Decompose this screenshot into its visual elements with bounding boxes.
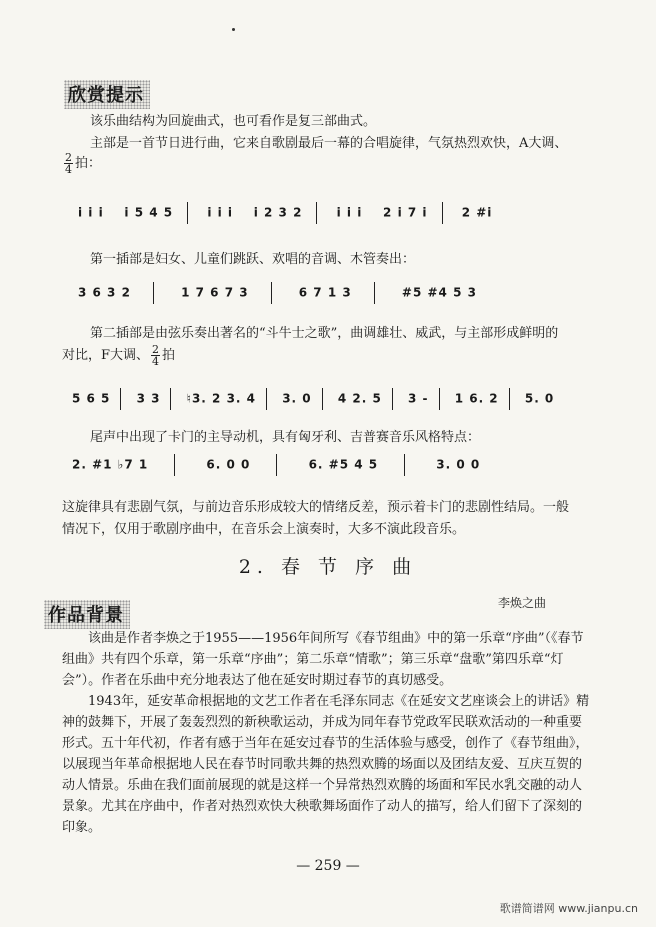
- notation-group: 3. 0: [282, 391, 312, 406]
- episode2-text-a: 对比，F大调、: [62, 348, 150, 363]
- notation-group: 5. 0: [524, 391, 555, 406]
- notation-group: i i i: [207, 205, 234, 220]
- notation-line-1: [78, 202, 492, 224]
- composer: 李焕之曲: [498, 596, 547, 610]
- notation-group: 3 6 3 2: [78, 285, 131, 300]
- notation-group: 1 6. 2: [454, 391, 499, 406]
- notation-group: 5 6 5: [72, 391, 111, 406]
- background-paragraph-1: 该曲是作者李焕之于1955——1956年间所写《春节组曲》中的第一乐章“序曲”（《春节组曲》共有四个乐章，第一乐章“序曲”；第二乐章“情歌”；第三乐章“盘歌”第四乐章“灯会”）。作者在乐曲中充分地表达了他在延安时期过春节的真切感受。: [62, 631, 584, 688]
- notation-group: 2. #1 ♭7 1: [72, 457, 149, 472]
- notation-group: #5 #4 5 3: [401, 285, 477, 300]
- appreciation-line-1: 该乐曲结构为回旋曲式，也可看作是复三部曲式。: [90, 114, 377, 129]
- notation-group: 6. 0 0: [206, 457, 251, 472]
- notation-line-3: [72, 388, 554, 410]
- notation-group: i 2 3 2: [253, 205, 303, 220]
- appreciation-line-2: 主部是一首节日进行曲，它来自歌剧最后一幕的合唱旋律，气氛热烈欢快，A大调、: [90, 136, 568, 151]
- notation-line-2: [78, 282, 477, 304]
- episode2-text-b: 拍: [162, 348, 176, 363]
- notation-group: i i i: [336, 205, 363, 220]
- section-title: 2. 春 节 序 曲: [238, 556, 418, 578]
- notation-line-4: [72, 454, 480, 476]
- appreciation-heading: 欣赏提示: [64, 80, 150, 109]
- notation-group: 3 -: [407, 391, 429, 406]
- closing-line-2: 情况下，仅用于歌剧序曲中，在音乐会上演奏时，大多不演此段音乐。: [62, 522, 466, 537]
- closing-line-1: 这旋律具有悲剧气氛，与前边音乐形成较大的情绪反差，预示着卡门的悲剧性结局。一般: [62, 500, 570, 515]
- notation-group: 2 i 7 i: [383, 205, 428, 220]
- notation-group: 6 7 1 3: [298, 285, 352, 300]
- ink-dot: [232, 28, 235, 31]
- episode1-text: 第一插部是妇女、儿童们跳跃、欢唱的音调、木管奏出：: [90, 252, 416, 267]
- meter-tail-1: 拍：: [75, 156, 102, 171]
- episode2-line-1: 第二插部是由弦乐奏出著名的“斗牛士之歌”，曲调雄壮、威武，与主部形成鲜明的: [90, 326, 559, 341]
- coda-text: 尾声中出现了卡门的主导动机，具有匈牙利、吉普赛音乐风格特点：: [90, 430, 481, 445]
- notation-group: ♮3. 2 3. 4: [186, 391, 257, 406]
- notation-group: 4 2. 5: [337, 391, 382, 406]
- time-signature-1: $\frac{2}{4}$: [65, 151, 72, 176]
- watermark: 歌谱简谱网 www.jianpu.cn: [499, 902, 638, 915]
- notation-group: 3. 0 0: [436, 457, 481, 472]
- notation-group: i i i: [78, 205, 104, 220]
- time-signature-2: $\frac{2}{4}$: [152, 343, 160, 368]
- meter-line-1: [62, 152, 101, 175]
- notation-group: i 5 4 5: [124, 205, 174, 220]
- notation-group: 6. #5 4 5: [308, 457, 379, 472]
- notation-group: 2 #i: [461, 205, 493, 220]
- notation-group: 3 3: [136, 391, 161, 406]
- page-number: — 259 —: [296, 858, 360, 874]
- background-paragraph-2: 1943年，延安革命根据地的文艺工作者在毛泽东同志《在延安文艺座谈会上的讲话》精神的鼓舞下，开展了轰轰烈烈的新秧歌运动，并成为同年春节党政军民联欢活动的一种重要形式。五十年代初，作者有感于当年在延安过春节的生活体验与感受，创作了《春节组曲》，以展现当年革命根据地人民在春节时同歌共舞的热烈欢腾的场面以及团结友爱、互庆互贺的动人情景。乐曲在我们面前展现的就是这样一个异常热烈欢腾的场面和军民水乳交融的动人景象。尤其在序曲中，作者对热烈欢快大秧歌舞场面作了动人的描写，给人们留下了深刻的印象。: [62, 694, 590, 835]
- episode2-line-2: [62, 344, 175, 367]
- notation-group: 1 7 6 7 3: [181, 285, 249, 300]
- background-heading: 作品背景: [44, 600, 130, 629]
